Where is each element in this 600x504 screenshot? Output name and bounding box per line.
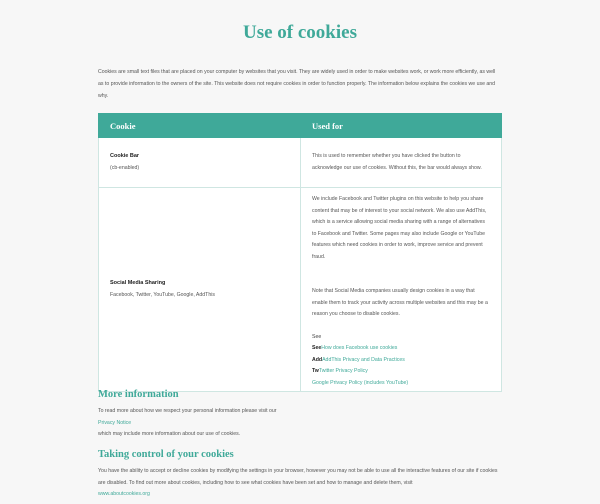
more-info-intro: To read more about how we respect your personal information please visit our bbox=[98, 408, 277, 414]
cookie-providers: Facebook, Twitter, YouTube, Google, AddThis bbox=[110, 291, 215, 298]
facebook-cookies-link[interactable]: How does Facebook use cookies bbox=[321, 345, 398, 351]
link-prefix: Tw bbox=[312, 368, 319, 374]
addthis-privacy-link[interactable]: AddThis Privacy and Data Practices bbox=[322, 356, 405, 363]
header-cookie: Cookie bbox=[99, 114, 301, 138]
link-prefix: Add bbox=[312, 356, 323, 363]
control-paragraph: You have the ability to accept or decline cookies by modifying the settings in your browser, however you may not be able to use all the interactive features of our site if cookies are disabled. To find out more about cookies, including how to see what cookies have been set and how to manage and delete them, visit bbox=[98, 468, 498, 486]
used-for-cell bbox=[301, 138, 502, 188]
page-title: Use of cookies bbox=[243, 22, 357, 43]
cookie-id: (cb-enabled) bbox=[110, 164, 140, 171]
privacy-notice-link[interactable]: Privacy Notice bbox=[98, 419, 132, 426]
cookie-name: Cookie Bar bbox=[110, 153, 140, 159]
table-row bbox=[99, 188, 502, 392]
used-for-text: This is used to remember whether you have clicked the button to acknowledge our use of cookies. Without this, the bar would always show. bbox=[312, 153, 482, 171]
link-prefix: See bbox=[312, 345, 322, 351]
intro-paragraph: Cookies are small text files that are placed on your computer by websites that you visit. They are widely used in order to make websites work, or work more efficiently, as well as to provide information to the owners of the site. This website does not require cookies in order to function properly. The information below explains the cookies we use and why. bbox=[98, 69, 496, 99]
used-for-cell bbox=[301, 188, 502, 392]
see-label: See bbox=[312, 333, 322, 340]
used-for-note: Note that Social Media companies usually design cookies in a way that enable them to track your activity across multiple websites and this may be a reason you choose to disable cookies. bbox=[312, 288, 488, 317]
table-row bbox=[99, 138, 502, 188]
cookie-cell bbox=[99, 188, 301, 392]
cookie-name: Social Media Sharing bbox=[110, 280, 166, 286]
cookie-table bbox=[98, 113, 502, 392]
see-links bbox=[312, 332, 490, 390]
control-text bbox=[98, 466, 502, 501]
cookie-cell bbox=[99, 138, 301, 188]
header-used-for: Used for bbox=[301, 114, 502, 138]
more-info-outro: which may include more information about our use of cookies. bbox=[98, 431, 241, 437]
used-for-text: We include Facebook and Twitter plugins on this website to help you share content that may be of interest to your social network. We also use AddThis, which is a service allowing social media sharing with a range of alternatives to Facebook and Twitter. Some pages may also include Google or YouTube features which need cookies in order to work, improve service and prevent fraud. bbox=[312, 196, 487, 260]
more-info-heading: More information bbox=[98, 389, 179, 400]
twitter-privacy-link[interactable]: Twitter Privacy Policy bbox=[318, 368, 368, 374]
aboutcookies-link[interactable]: www.aboutcookies.org bbox=[98, 491, 150, 497]
control-heading: Taking control of your cookies bbox=[98, 449, 234, 460]
more-info-text bbox=[98, 406, 502, 441]
google-privacy-link[interactable]: Google Privacy Policy (includes YouTube) bbox=[312, 379, 409, 386]
